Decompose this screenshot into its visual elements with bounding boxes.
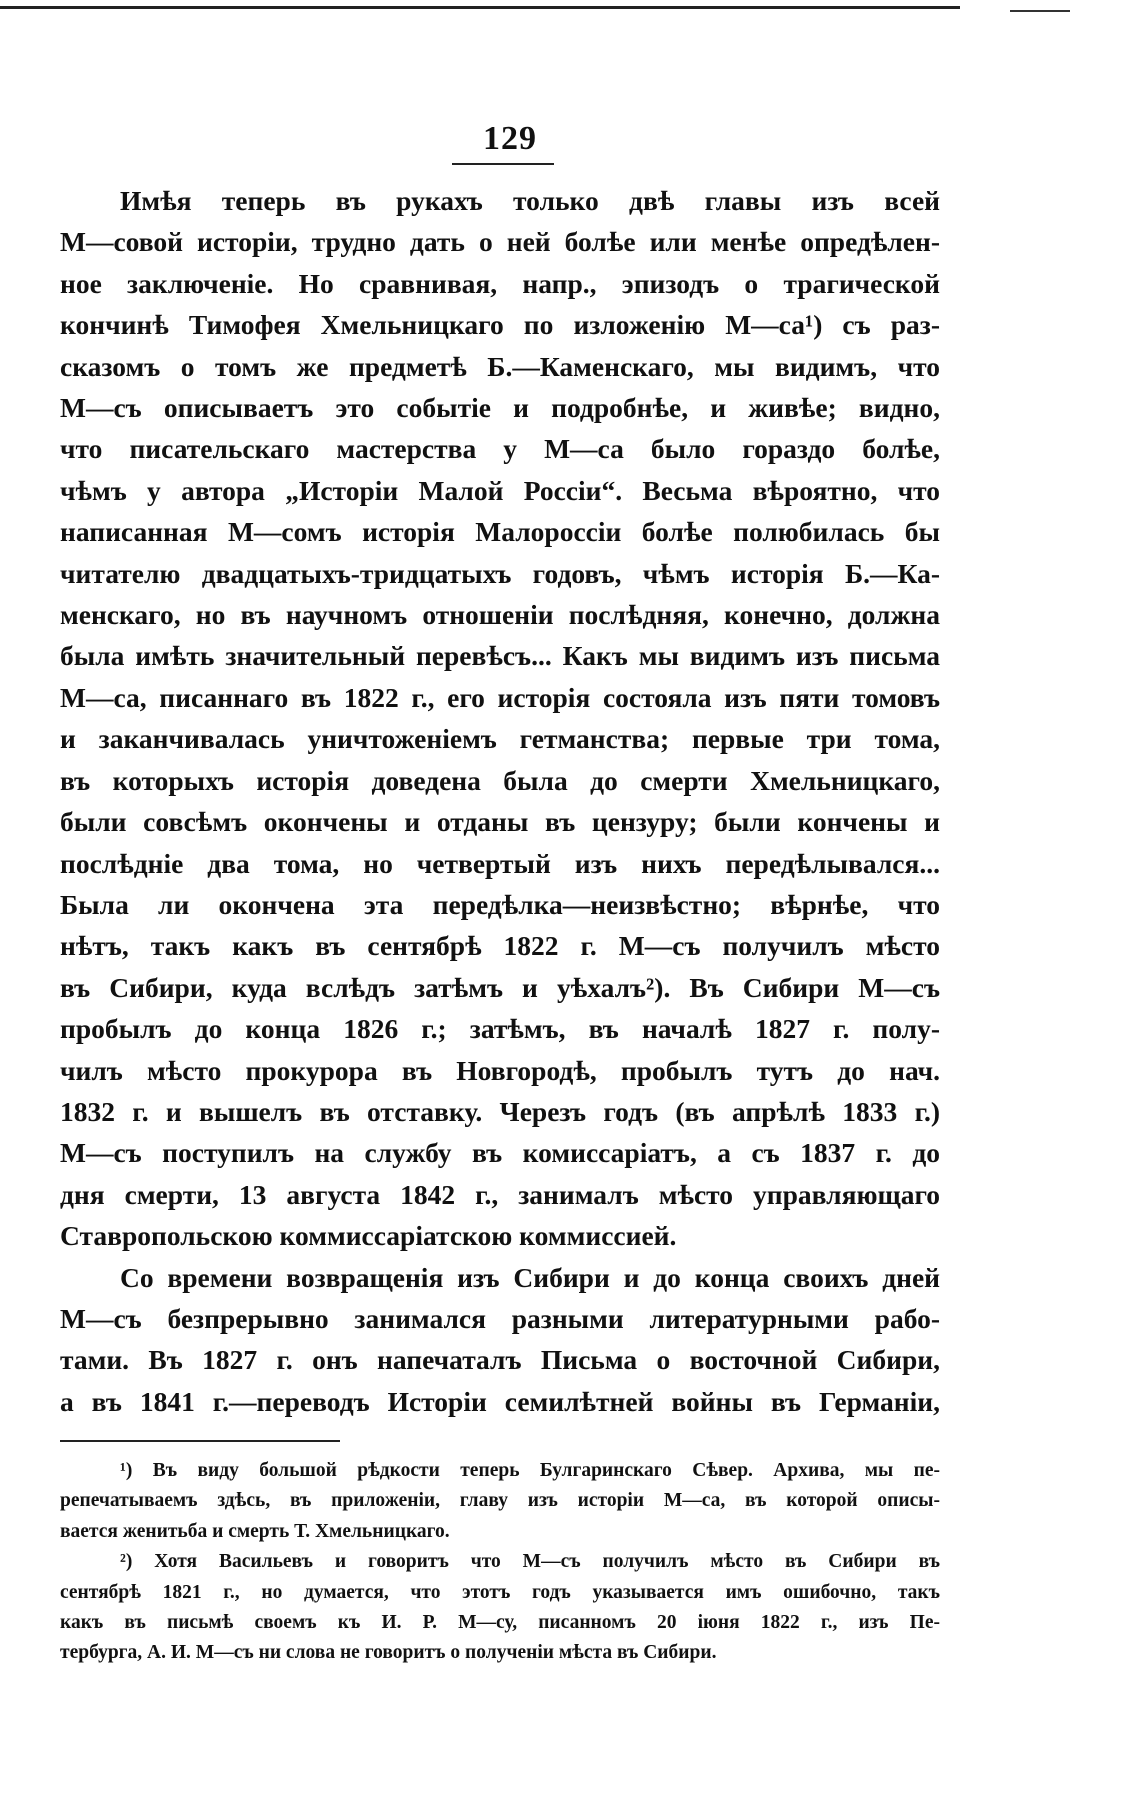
footnote-line: ²) Хотя Васильевъ и говоритъ что М—съ получилъ мѣсто въ Сибири въ [120, 1551, 940, 1573]
text-line: кончинѣ Тимофея Хмельницкаго по изложенію М—са¹) съ раз- [60, 309, 940, 341]
text-line: нѣтъ, такъ какъ въ сентябрѣ 1822 г. М—съ получилъ мѣсто [60, 930, 940, 962]
top-border-dash [1010, 10, 1070, 12]
text-line: читателю двадцатыхъ-тридцатыхъ годовъ, чѣмъ исторія Б.—Ка- [60, 557, 940, 589]
footnote-line: какъ въ письмѣ своемъ къ И. Р. М—су, писанномъ 20 іюня 1822 г., изъ Пе- [60, 1612, 940, 1634]
top-border-rule [0, 6, 960, 9]
text-line: тами. Въ 1827 г. онъ напечаталъ Письма о восточной Сибири, [60, 1344, 940, 1376]
text-line: М—съ описываетъ это событіе и подробнѣе, и живѣе; видно, [60, 392, 940, 424]
text-line: а въ 1841 г.—переводъ Исторіи семилѣтней войны въ Германіи, [60, 1385, 940, 1417]
text-line: чѣмъ у автора „Исторіи Малой Россіи“. Весьма вѣроятно, что [60, 474, 940, 506]
text-line: послѣдніе два тома, но четвертый изъ нихъ передѣлывался... [60, 847, 940, 879]
text-line: Была ли окончена эта передѣлка—неизвѣстно; вѣрнѣе, что [60, 888, 940, 920]
page-number: 129 [483, 120, 537, 157]
text-line: М—съ поступилъ на службу въ комиссаріатъ, а съ 1837 г. до [60, 1137, 940, 1169]
text-line: М—совой исторіи, трудно дать о ней болѣе или менѣе опредѣлен- [60, 226, 940, 258]
footnote-line: тербурга, А. И. М—съ ни слова не говоритъ о полученіи мѣста въ Сибири. [60, 1642, 717, 1664]
footnote-line: ¹) Въ виду большой рѣдкости теперь Булгаринскаго Сѣвер. Архива, мы пе- [120, 1460, 940, 1481]
footnote-line: сентябрѣ 1821 г., но думается, что этотъ годъ указывается имъ ошибочно, такъ [60, 1581, 940, 1603]
text-line: менскаго, но въ научномъ отношеніи послѣдняя, конечно, должна [60, 599, 940, 631]
text-line: чилъ мѣсто прокурора въ Новгородѣ, пробылъ тутъ до нач. [60, 1054, 940, 1086]
text-line: были совсѣмъ окончены и отданы въ цензуру; были кончены и [60, 806, 940, 838]
footnote-line: вается женитьба и смерть Т. Хмельницкаго. [60, 1520, 450, 1542]
text-line: написанная М—сомъ исторія Малороссіи болѣе полюбилась бы [60, 516, 940, 548]
text-line: ное заключеніе. Но сравнивая, напр., эпизодъ о трагической [60, 267, 940, 299]
text-line: М—са, писаннаго въ 1822 г., его исторія состояла изъ пяти томовъ [60, 681, 940, 713]
body-text [60, 180, 940, 1422]
text-line: въ Сибири, куда вслѣдъ затѣмъ и уѣхалъ²). Въ Сибири М—съ [60, 971, 940, 1003]
text-line: 1832 г. и вышелъ въ отставку. Черезъ годъ (въ апрѣлѣ 1833 г.) [60, 1095, 940, 1127]
text-line: Имѣя теперь въ рукахъ только двѣ главы изъ всей [120, 185, 940, 216]
text-line: въ которыхъ исторія доведена была до смерти Хмельницкаго, [60, 764, 940, 796]
page-number-rule [452, 163, 554, 165]
text-line: дня смерти, 13 августа 1842 г., занималъ мѣсто управляющаго [60, 1178, 940, 1210]
text-line: и заканчивалась уничтоженіемъ гетманства; первые три тома, [60, 723, 940, 755]
footnotes [60, 1456, 940, 1669]
footnote-separator [60, 1440, 340, 1442]
text-line: пробылъ до конца 1826 г.; затѣмъ, въ началѣ 1827 г. полу- [60, 1013, 940, 1045]
text-line: сказомъ о томъ же предметѣ Б.—Каменскаго, мы видимъ, что [60, 350, 940, 382]
text-line: М—съ безпрерывно занимался разными литературными рабо- [60, 1302, 940, 1334]
text-line: Со времени возвращенія изъ Сибири и до конца своихъ дней [120, 1261, 940, 1293]
footnote-line: репечатываемъ здѣсь, въ приложеніи, главу изъ исторіи М—са, въ которой описы- [60, 1490, 940, 1512]
text-line: что писательскаго мастерства у М—са было гораздо болѣе, [60, 433, 940, 465]
text-line: была имѣть значительный перевѣсъ... Какъ мы видимъ изъ письма [60, 640, 940, 672]
text-line: Ставропольскою коммиссаріатскою коммиссией. [60, 1220, 677, 1252]
